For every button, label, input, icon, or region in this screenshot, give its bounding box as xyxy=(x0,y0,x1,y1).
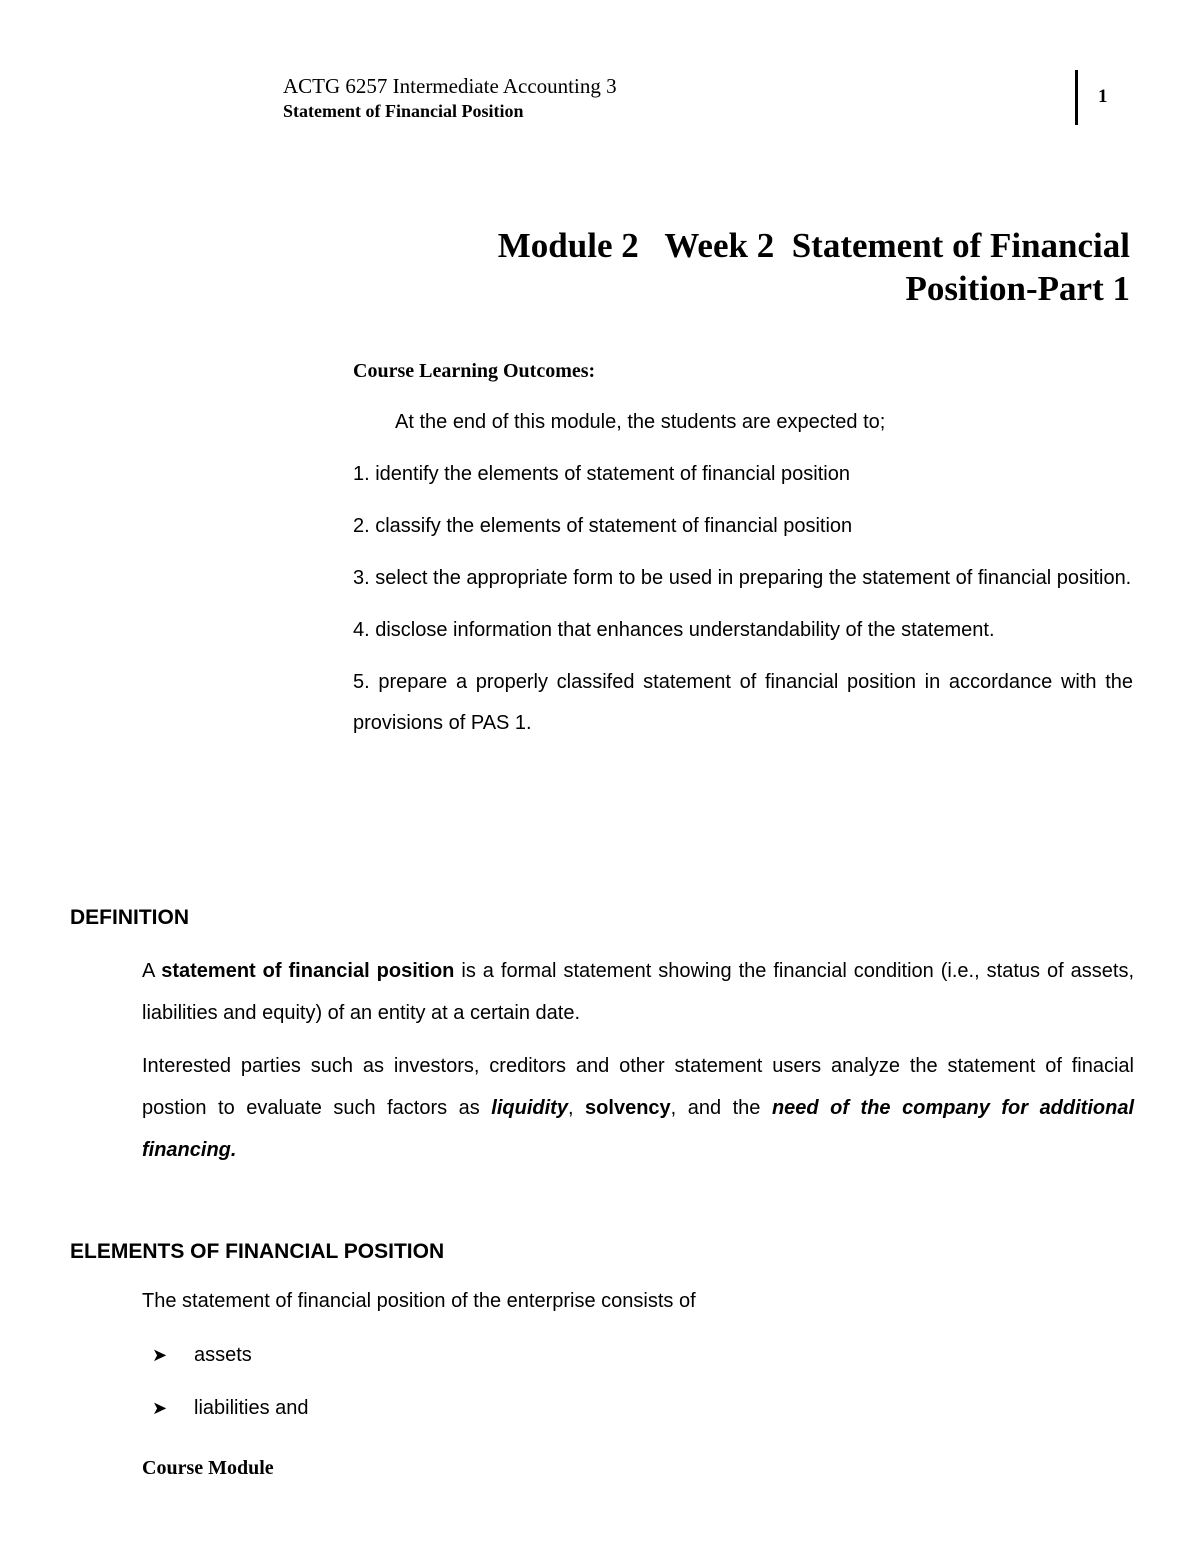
users-paragraph xyxy=(142,1045,1134,1171)
arrow-bullet-icon: ➤ xyxy=(152,1345,168,1365)
module-title xyxy=(410,224,1130,310)
definition-body xyxy=(142,950,1134,1182)
module-title-line1: Module 2 Week 2 Statement of Financial xyxy=(497,226,1130,265)
course-title: ACTG 6257 Intermediate Accounting 3 xyxy=(283,74,617,98)
arrow-bullet-icon: ➤ xyxy=(152,1398,168,1418)
outcome-item: 2. classify the elements of statement of financial position xyxy=(353,515,853,537)
header-divider xyxy=(1075,70,1078,125)
liquidity-term: liquidity xyxy=(491,1097,568,1119)
outcomes-intro: At the end of this module, the students are expected to; xyxy=(395,411,886,433)
definition-text: A xyxy=(142,960,162,982)
page-number: 1 xyxy=(1098,86,1108,107)
outcome-item: 3. select the appropriate form to be used in preparing the statement of financial position. xyxy=(353,567,1132,589)
outcome-item: 1. identify the elements of statement of financial position xyxy=(353,463,850,485)
users-text: , xyxy=(567,1097,586,1119)
definition-term: statement of financial position xyxy=(161,960,455,982)
outcomes-list xyxy=(353,402,1133,755)
definition-text: is a formal statement showing the financial condition (i.e., status of assets, liabilities and equity) of an entity at a certain date. xyxy=(142,960,1134,1024)
footer-label: Course Module xyxy=(142,1457,274,1479)
course-subtitle: Statement of Financial Position xyxy=(283,101,524,121)
outcome-item: 4. disclose information that enhances understandability of the statement. xyxy=(353,619,995,641)
list-item-label: assets xyxy=(194,1344,252,1366)
users-text: Interested parties such as investors, creditors and other statement users analyze the statement of finacial postion to evaluate such factors as xyxy=(142,1055,1134,1119)
list-item xyxy=(152,1397,309,1420)
definition-paragraph xyxy=(142,950,1134,1034)
solvency-term: solvency xyxy=(585,1097,671,1119)
financing-term: need of the company for additional financing. xyxy=(142,1097,1135,1161)
definition-heading: DEFINITION xyxy=(70,906,189,929)
list-item xyxy=(152,1344,252,1367)
elements-intro: The statement of financial position of the enterprise consists of xyxy=(142,1290,696,1312)
outcomes-heading: Course Learning Outcomes: xyxy=(353,360,596,382)
elements-heading: ELEMENTS OF FINANCIAL POSITION xyxy=(70,1240,445,1263)
module-title-line2: Position-Part 1 xyxy=(905,269,1130,308)
list-item-label: liabilities and xyxy=(194,1397,309,1419)
users-text: , and the xyxy=(670,1097,772,1119)
outcome-item: 5. prepare a properly classifed statement of financial position in accordance with the provisions of PAS 1. xyxy=(353,671,1133,734)
